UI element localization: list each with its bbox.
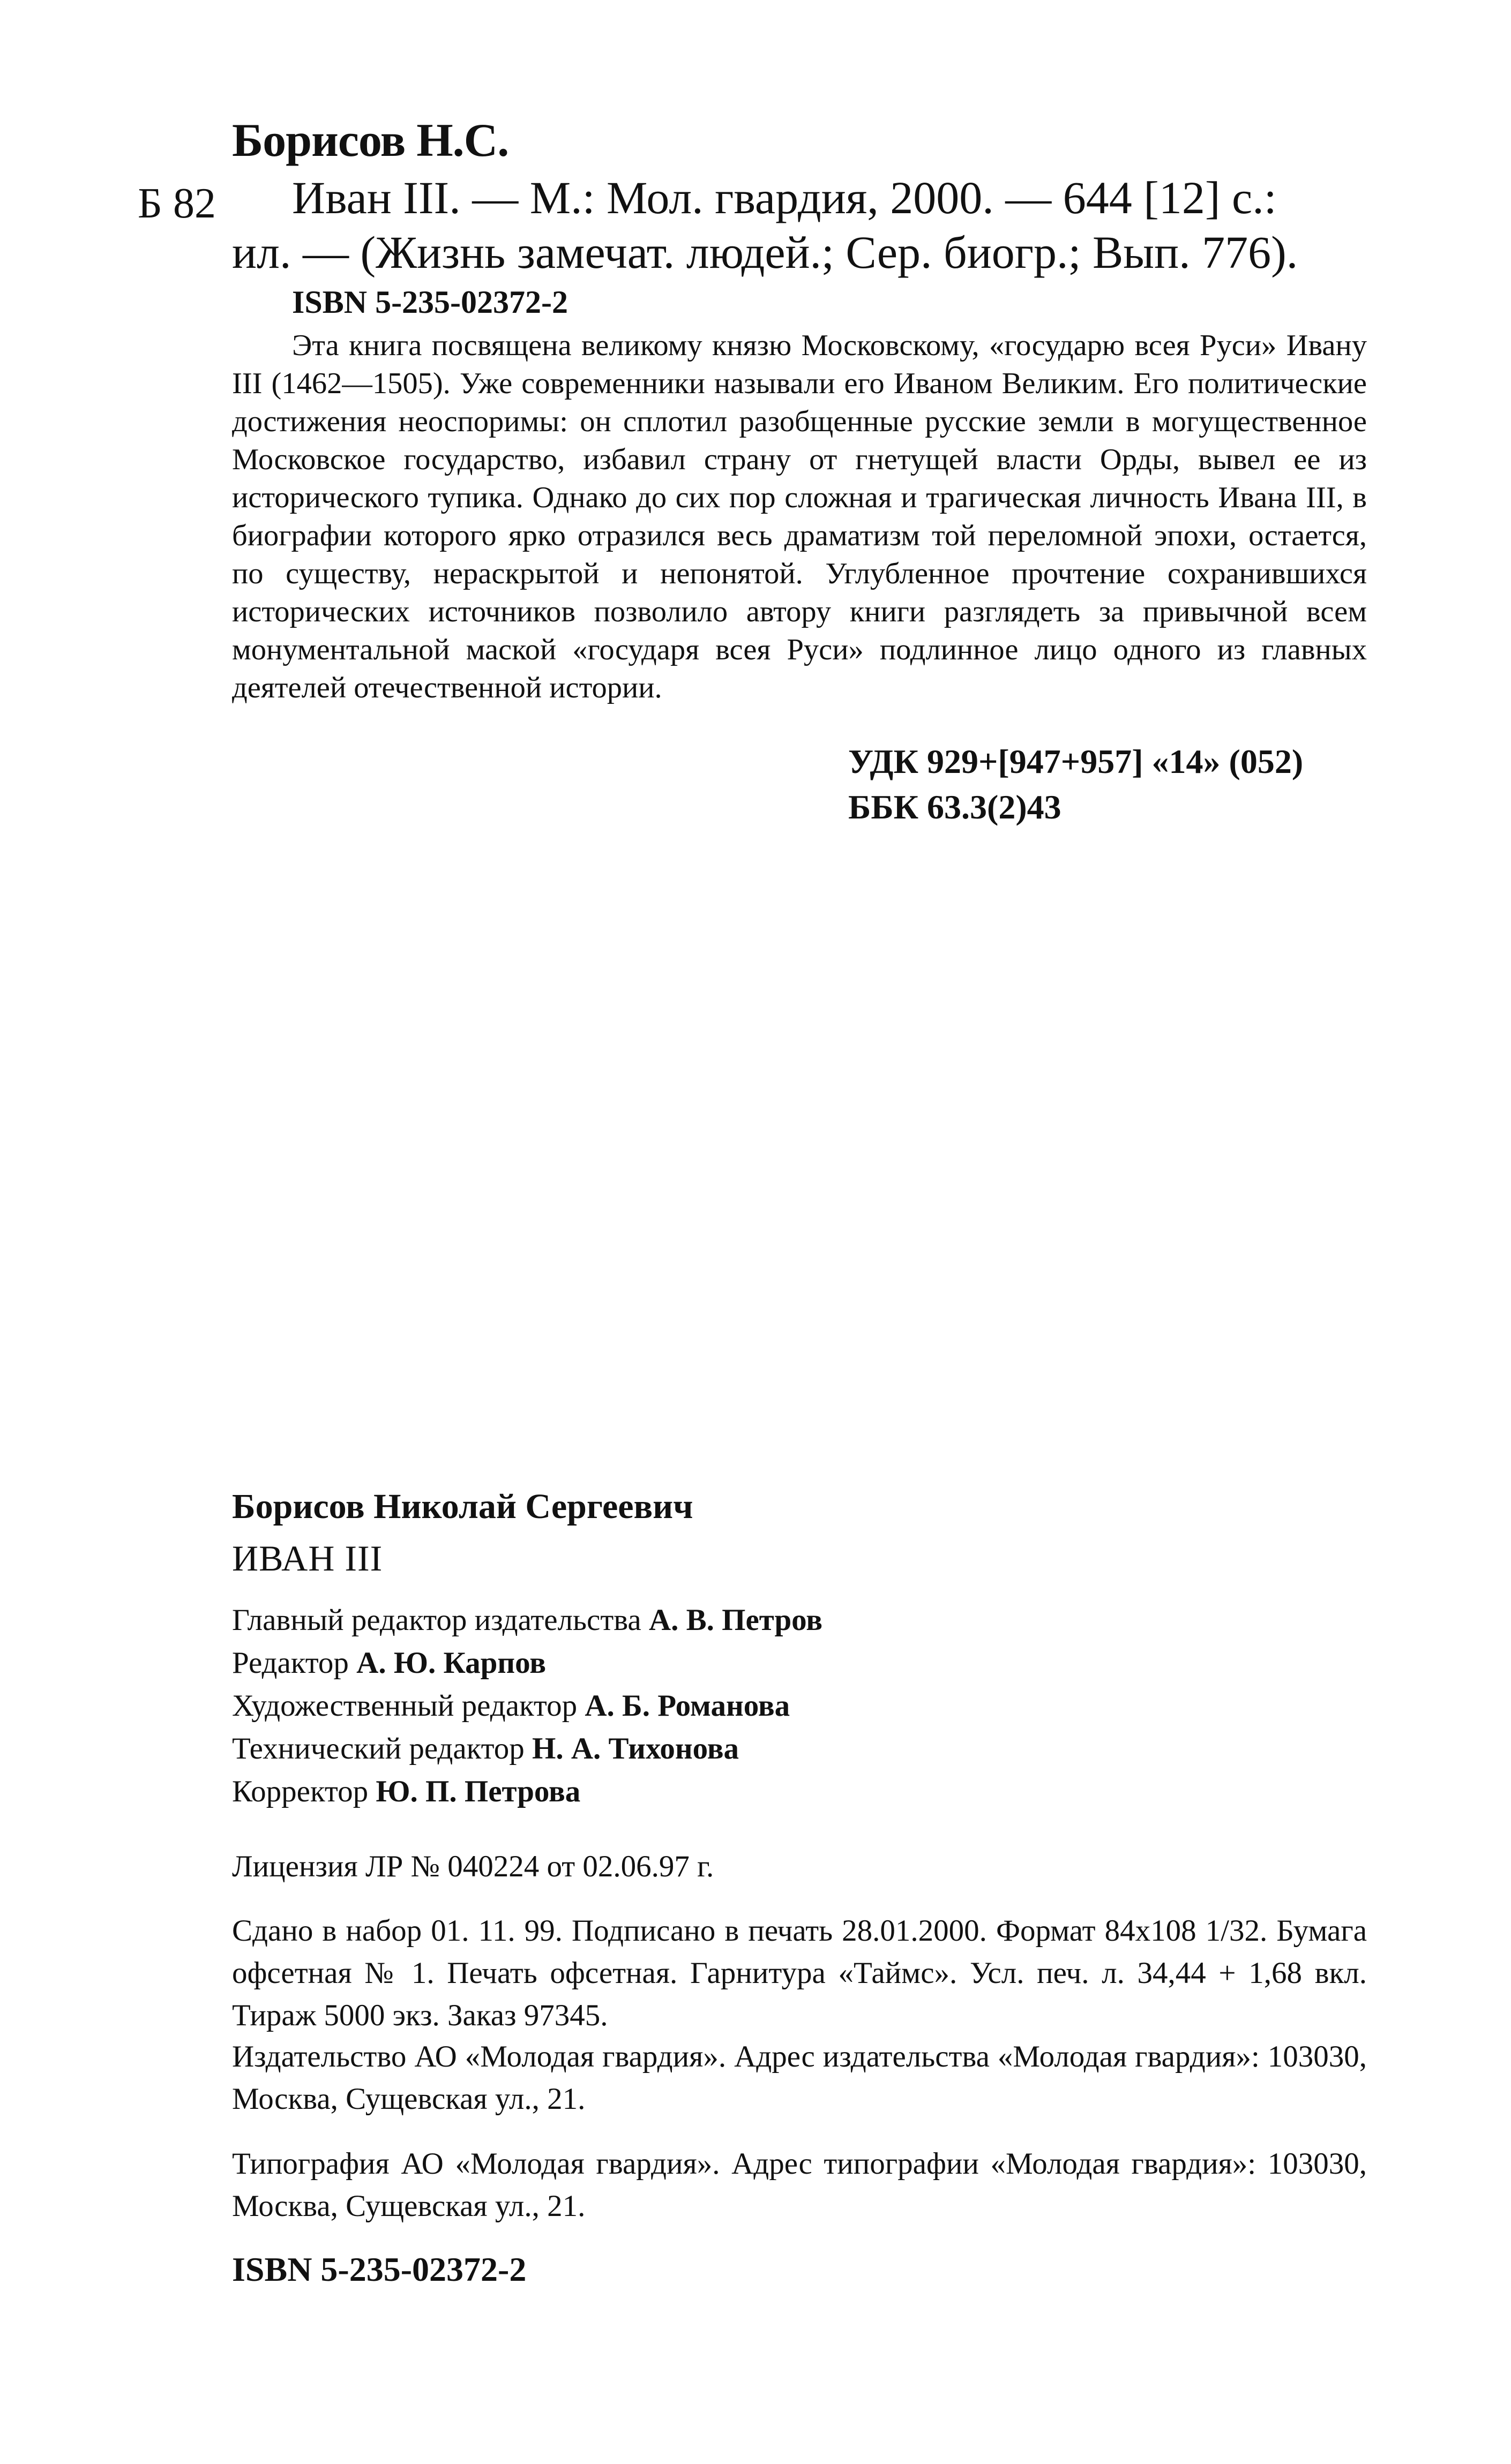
credit-role: Главный редактор издательства [232, 1603, 641, 1637]
book-title: ИВАН III [232, 1538, 383, 1579]
isbn-bottom: ISBN 5-235-02372-2 [232, 2250, 527, 2288]
bbk-code: ББК 63.3(2)43 [848, 788, 1061, 826]
credit-role: Корректор [232, 1775, 369, 1808]
credit-line [232, 1770, 822, 1813]
shelf-code: Б 82 [138, 180, 216, 227]
publisher-info: Издательство АО «Молодая гвардия». Адрес издательства «Молодая гвардия»: 103030, Москва, Сущевская ул., 21. [232, 2040, 1367, 2116]
credit-name: А. Ю. Карпов [356, 1646, 546, 1680]
credit-line [232, 1727, 822, 1770]
credit-role: Технический редактор [232, 1732, 525, 1766]
author-full-name: Борисов Николай Сергеевич [232, 1487, 693, 1526]
credit-line [232, 1599, 822, 1642]
author-short: Борисов Н.С. [232, 115, 509, 167]
abstract-paragraph: Эта книга посвящена великому князю Московскому, «государю всея Руси» Ивану III (1462—1505). Уже современники называли его Иваном Великим. Его политические достижения неоспоримы: он сплотил разобщенные русские земли в могущественное Московское государство, избавил страну от гнетущей власти Орды, вывел ее из исторического тупика. Однако до сих пор сложная и трагическая личность Ивана III, в биографии которого ярко отразился весь драматизм той переломной эпохи, остается, по существу, нераскрытой и непонятой. Углубленное прочтение сохранившихся исторических источников позволило автору книги разглядеть за привычной всем монументальной маской «государя всея Руси» подлинное лицо одного из главных деятелей отечественной истории. [232, 329, 1367, 704]
credit-line [232, 1685, 822, 1727]
credit-name: А. В. Петров [648, 1603, 823, 1637]
credit-name: Ю. П. Петрова [376, 1775, 581, 1808]
bibliographic-series-line: ил. — (Жизнь замечат. людей.; Сер. биогр.; Вып. 776). [232, 227, 1298, 278]
credits-list [232, 1599, 822, 1813]
bibliographic-title-line: Иван III. — М.: Мол. гвардия, 2000. — 644 [12] с.: [292, 172, 1277, 223]
license-line: Лицензия ЛР № 040224 от 02.06.97 г. [232, 1850, 714, 1883]
isbn-top: ISBN 5-235-02372-2 [292, 284, 569, 320]
credit-role: Редактор [232, 1646, 349, 1680]
credit-name: Н. А. Тихонова [532, 1732, 739, 1766]
printing-details: Сдано в набор 01. 11. 99. Подписано в печать 28.01.2000. Формат 84x108 1/32. Бумага офсетная № 1. Печать офсетная. Гарнитура «Таймс». Усл. печ. л. 34,44 + 1,68 вкл. Тираж 5000 экз. Заказ 97345. [232, 1914, 1367, 2032]
credit-line [232, 1642, 822, 1685]
credit-role: Художественный редактор [232, 1689, 578, 1723]
credit-name: А. Б. Романова [585, 1689, 790, 1723]
printer-info: Типография АО «Молодая гвардия». Адрес типографии «Молодая гвардия»: 103030, Москва, Сущевская ул., 21. [232, 2147, 1367, 2223]
udk-code: УДК 929+[947+957] «14» (052) [848, 742, 1304, 780]
